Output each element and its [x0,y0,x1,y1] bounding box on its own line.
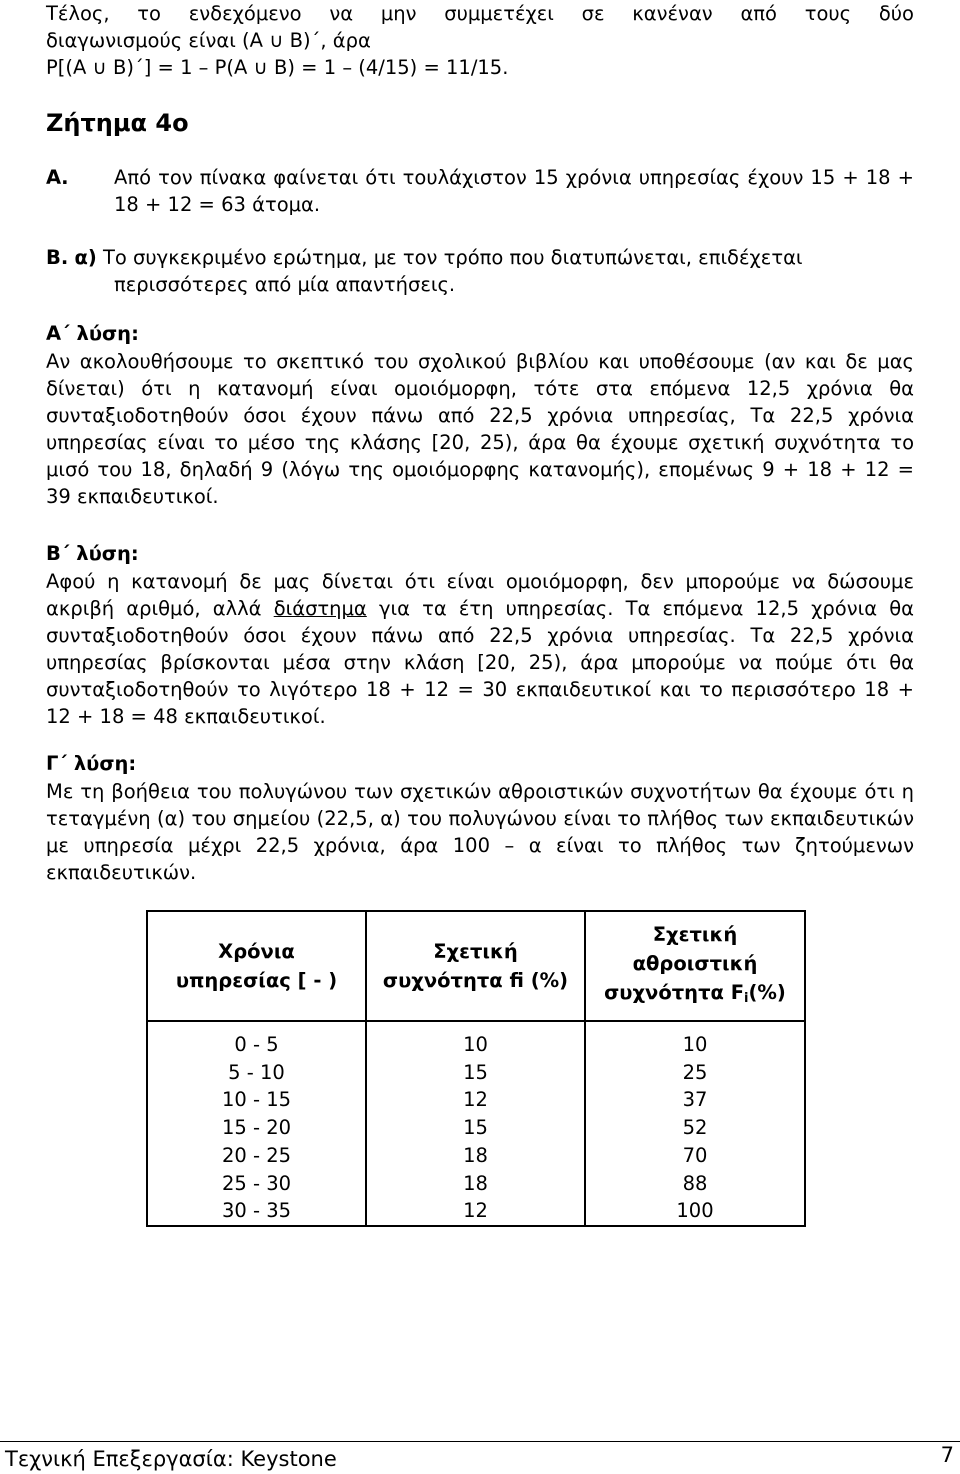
header-cumulative-unit: (%) [748,980,786,1004]
cumulative-frequency-column [585,1021,805,1226]
item-b-label: Β. [46,246,69,269]
relative-frequency-column [366,1021,585,1226]
relative-frequency-cell: 18 [463,1143,488,1167]
intro-paragraph [46,0,914,81]
solution-b-text-after: για τα έτη υπηρεσίας. Τα επόμενα 12,5 χρόνια θα συνταξιοδοτηθούν όσοι έχουν πάνω από 22,5 χρόνια υπηρεσίας. Τα 22,5 χρόνια υπηρεσίας βρίσκονται μέσα στην κλάση [20, 25), άρα μπορούμε να πούμε ότι θα συνταξιοδοτηθούν το λιγότερο 18 + 12 = 30 εκπαιδευτικοί και το περισσότερο 18 + 12 + 18 = 48 εκπαιδευτικοί. [46,597,914,728]
solution-b-heading: Β΄ λύση: [46,542,139,565]
header-years [147,911,366,1021]
page-number: 7 [940,1443,954,1467]
relative-frequency-cell: 10 [463,1033,488,1056]
interval-cell: 5 - 10 [228,1060,285,1084]
relative-frequency-cell: 15 [463,1116,488,1140]
cumulative-frequency-cell: 10 [682,1033,708,1056]
intro-line-3: Ρ[(Α ∪ Β)΄] = 1 – Ρ(Α ∪ Β) = 1 – (4/15) = 11/15. [46,56,509,79]
item-b-sublabel: α) [74,246,97,269]
header-relative-line-2: συχνότητα fi (%) [382,969,569,992]
page-footer [0,1441,960,1474]
cumulative-frequency-cell: 88 [682,1171,708,1195]
header-cumulative-frequency [585,911,805,1021]
relative-frequency-cell: 15 [463,1060,488,1084]
header-years-line-1: Χρόνια [218,940,295,963]
header-relative-line-1: Σχετική [433,940,518,963]
footer-text: Τεχνική Επεξεργασία: Keystone [5,1447,337,1471]
header-cumulative-subscript: i [744,990,749,1006]
interval-cell: 10 - 15 [221,1088,292,1112]
item-b [46,244,914,298]
section-heading: Ζήτημα 4ο [46,109,189,137]
header-cumulative-text: συχνότητα F [604,980,745,1004]
solution-c-text: Με τη βοήθεια του πολυγώνου των σχετικών αθροιστικών συχνοτήτων θα έχουμε ότι η τεταγμένη (α) του σημείου (22,5, α) του πολυγώνου είναι το πλήθος των εκπαιδευτικών με υπηρεσία μέχρι 22,5 χρόνια, άρα 100 – α είναι το πλήθος των ζητούμενων εκπαιδευτικών. [46,780,914,884]
cumulative-frequency-cell: 37 [682,1088,708,1112]
cumulative-frequency-cell: 25 [682,1060,708,1084]
solution-c-heading: Γ΄ λύση: [46,752,137,775]
relative-frequency-cell: 12 [463,1088,488,1112]
solution-a-heading: Α΄ λύση: [46,322,139,345]
cumulative-frequency-cell: 52 [682,1116,708,1140]
interval-cell: 25 - 30 [221,1171,292,1195]
frequency-table [146,910,806,1227]
item-a-label: Α. [46,166,69,189]
item-b-text: Το συγκεκριμένο ερώτημα, με τον τρόπο που διατυπώνεται, επιδέχεται περισσότερες από μία απαντήσεις. [103,246,803,296]
solution-c [46,750,914,886]
interval-cell: 30 - 35 [221,1199,292,1223]
item-b-paragraph [46,244,914,298]
intro-line-1: Τέλος, το ενδεχόμενο να μην συμμετέχει σε κανέναν από τους δύο [46,2,914,25]
item-a-text: Από τον πίνακα φαίνεται ότι τουλάχιστον 15 χρόνια υπηρεσίας έχουν 15 + 18 + 18 + 12 = 63 άτομα. [114,166,914,216]
item-a [46,164,914,218]
header-cumulative-line-2: αθροιστική [632,951,758,975]
intervals-column [147,1021,366,1226]
table-body-row [147,1021,805,1226]
solution-b-text-before: Αφού η κατανομή δε μας δίνεται ότι είναι ομοιόμορφη, δεν μπορούμε να δώσουμε ακριβή αριθμό, αλλά [46,570,914,620]
interval-cell: 0 - 5 [234,1033,279,1056]
header-relative-frequency [366,911,585,1021]
intro-line-2: διαγωνισμούς είναι (Α ∪ Β)΄, άρα [46,29,371,52]
header-cumulative-line-3 [586,978,804,1013]
header-cumulative-line-1: Σχετική [652,922,738,946]
interval-cell: 15 - 20 [221,1116,292,1140]
header-years-line-2: υπηρεσίας [ - ) [175,969,338,992]
interval-cell: 20 - 25 [221,1143,292,1167]
cumulative-frequency-cell: 100 [676,1199,714,1223]
solution-b-paragraph [46,568,914,730]
relative-frequency-cell: 18 [463,1171,488,1195]
solution-a [46,320,914,510]
footer-divider [0,1441,960,1442]
table-header-row [147,911,805,1021]
relative-frequency-cell: 12 [463,1199,488,1223]
solution-a-text: Αν ακολουθήσουμε το σκεπτικό του σχολικού βιβλίου και υποθέσουμε (αν και δε μας δίνεται) ότι η κατανομή είναι ομοιόμορφη, τότε στα επόμενα 12,5 χρόνια θα συνταξιοδοτηθούν όσοι έχουν πάνω από 22,5 χρόνια υπηρεσίας, Τα 22,5 χρόνια υπηρεσίας είναι το μέσο της κλάσης [20, 25), άρα θα έχουμε σχετική συχνότητα το μισό του 18, δηλαδή 9 (λόγω της ομοιόμορφης κατανομής), επομένως 9 + 18 + 12 = 39 εκπαιδευτικοί. [46,350,914,508]
solution-b-underlined: διάστημα [273,597,367,620]
cumulative-frequency-cell: 70 [682,1143,708,1167]
solution-b [46,540,914,730]
